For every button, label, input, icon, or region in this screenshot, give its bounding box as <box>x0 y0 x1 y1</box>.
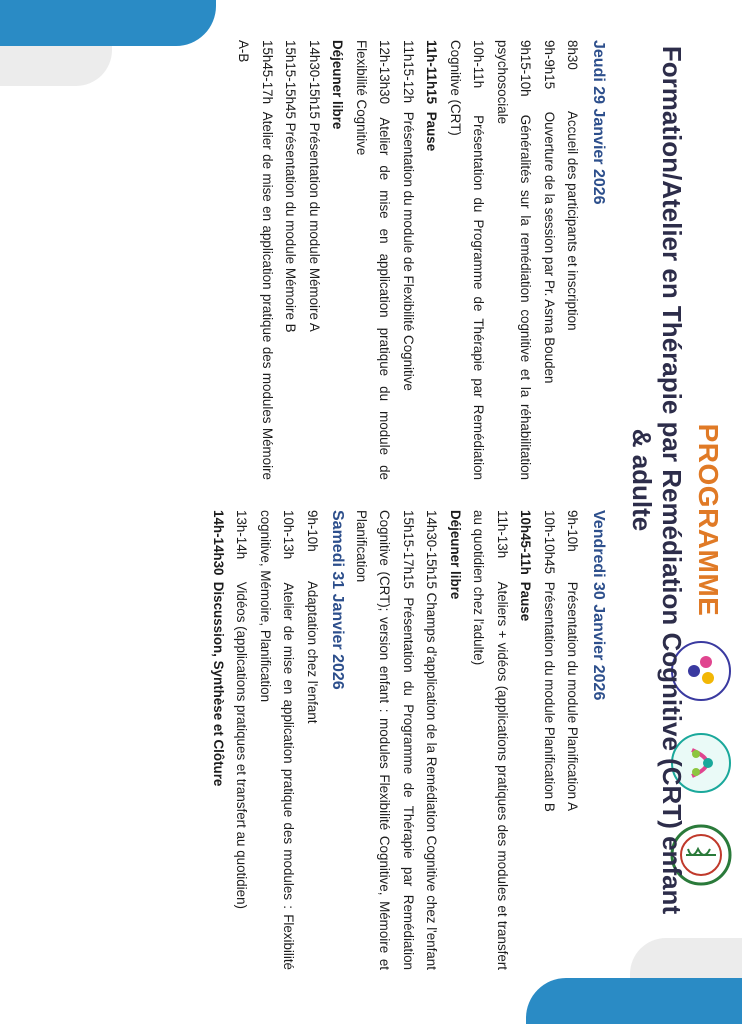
item-text: Adaptation chez l'enfant <box>305 580 320 724</box>
schedule-item-lunch <box>326 40 350 480</box>
page-title: Formation/Atelier en Thérapie par Remédiation Cognitive (CRT) enfant & adulte <box>627 45 687 915</box>
item-time: 9h-10h <box>565 510 581 552</box>
schedule-item <box>350 510 421 970</box>
item-time: 15h45-17h <box>260 40 275 105</box>
day-heading: Jeudi 29 Janvier 2026 <box>590 40 607 205</box>
item-time: 10h-11h <box>471 40 487 89</box>
schedule-item <box>301 510 325 970</box>
item-time: 11h15-12h <box>401 40 416 104</box>
schedule-item <box>538 40 562 480</box>
schedule-item-closing <box>207 510 231 970</box>
item-time: 14h-14h30 <box>211 510 226 576</box>
item-text: Déjeuner libre <box>330 40 346 130</box>
item-time: 11h-11h15 <box>424 40 440 105</box>
schedule-item <box>303 40 327 480</box>
schedule-item <box>230 510 254 970</box>
item-time: 8h30 <box>565 40 581 70</box>
item-time: 15h15-15h45 <box>283 40 299 119</box>
item-time: 11h-13h <box>495 510 510 559</box>
item-time: 9h15-10h <box>518 40 534 97</box>
item-text: Présentation du module de Flexibilité Cognitive <box>401 111 416 391</box>
schedule-item <box>538 510 562 970</box>
item-time: 14h30-15h15 <box>307 40 322 119</box>
item-text: Présentation du module Mémoire A <box>307 122 322 332</box>
item-time: 13h-14h <box>234 510 250 560</box>
item-text: Présentation du Programme de Thérapie par Remédiation Cognitive (CRT); version enfant : modules Flexibilité Cognitive, Mémoire et Planification <box>354 510 416 970</box>
item-text: Champs d'application de la Remédiation Cognitive chez l'enfant <box>424 592 440 970</box>
schedule-item-break <box>420 40 444 480</box>
schedule-item <box>561 510 585 970</box>
schedule-item <box>467 510 514 970</box>
item-text: Généralités sur la remédiation cognitive et la réhabilitation psychosociale <box>495 40 534 480</box>
item-text: Ouverture de la session par Pr. Asma Bouden <box>542 111 557 384</box>
schedule-item-break <box>514 510 538 970</box>
schedule-item <box>444 40 491 480</box>
item-time: 10h-10h45 <box>542 510 557 575</box>
program-heading: PROGRAMME <box>693 423 724 617</box>
schedule-item <box>350 40 397 480</box>
schedule-item <box>397 40 421 480</box>
item-text: Ateliers + vidéos (applications pratiques des modules et transfert au quotidien chez l'adulte) <box>471 510 510 970</box>
day-heading: Vendredi 30 Janvier 2026 <box>590 510 607 701</box>
item-time: 15h15-17h15 <box>401 510 416 589</box>
schedule-item <box>279 40 303 480</box>
day-column-friday-saturday <box>207 510 615 970</box>
item-time: 9h-10h <box>305 510 320 552</box>
item-text: Présentation du module Planification A <box>565 581 581 812</box>
item-text: Présentation du module Planification B <box>542 581 557 812</box>
item-time: 12h-13h30 <box>377 40 393 105</box>
item-text: Accueil des participants et inscription <box>565 110 581 331</box>
item-time: 14h30-15h15 <box>424 510 440 589</box>
item-text: Présentation du Programme de Thérapie par Remédiation Cognitive (CRT) <box>448 40 487 480</box>
schedule-item <box>561 40 585 480</box>
schedule-item <box>491 40 538 480</box>
schedule-item-lunch <box>444 510 468 970</box>
item-time: 10h-13h <box>281 510 297 560</box>
schedule-item <box>254 510 301 970</box>
item-text: Discussion, Synthèse et Clôture <box>211 581 226 787</box>
item-text: Pause <box>518 581 534 622</box>
day-column-thursday <box>232 40 614 480</box>
item-time: 10h45-11h <box>518 510 534 575</box>
day-heading: Samedi 31 Janvier 2026 <box>329 510 347 690</box>
item-text: Atelier de mise en application pratique du module de Flexibilité Cognitive <box>354 40 393 480</box>
item-text: Atelier de mise en application pratique des modules : Flexibilité cognitive, Mémoire, Planification <box>258 510 297 971</box>
item-text: Déjeuner libre <box>448 510 463 600</box>
item-text: Vidéos (applications pratiques et transfert au quotidien) <box>234 581 250 910</box>
schedule-item <box>232 40 279 480</box>
item-text: Atelier de mise en application pratique des modules Mémoire A-B <box>236 40 275 481</box>
item-text: Présentation du module Mémoire B <box>283 122 299 333</box>
item-time: 9h-9h15 <box>542 40 557 90</box>
item-text: Pause <box>424 111 440 152</box>
schedule-item <box>420 510 444 970</box>
